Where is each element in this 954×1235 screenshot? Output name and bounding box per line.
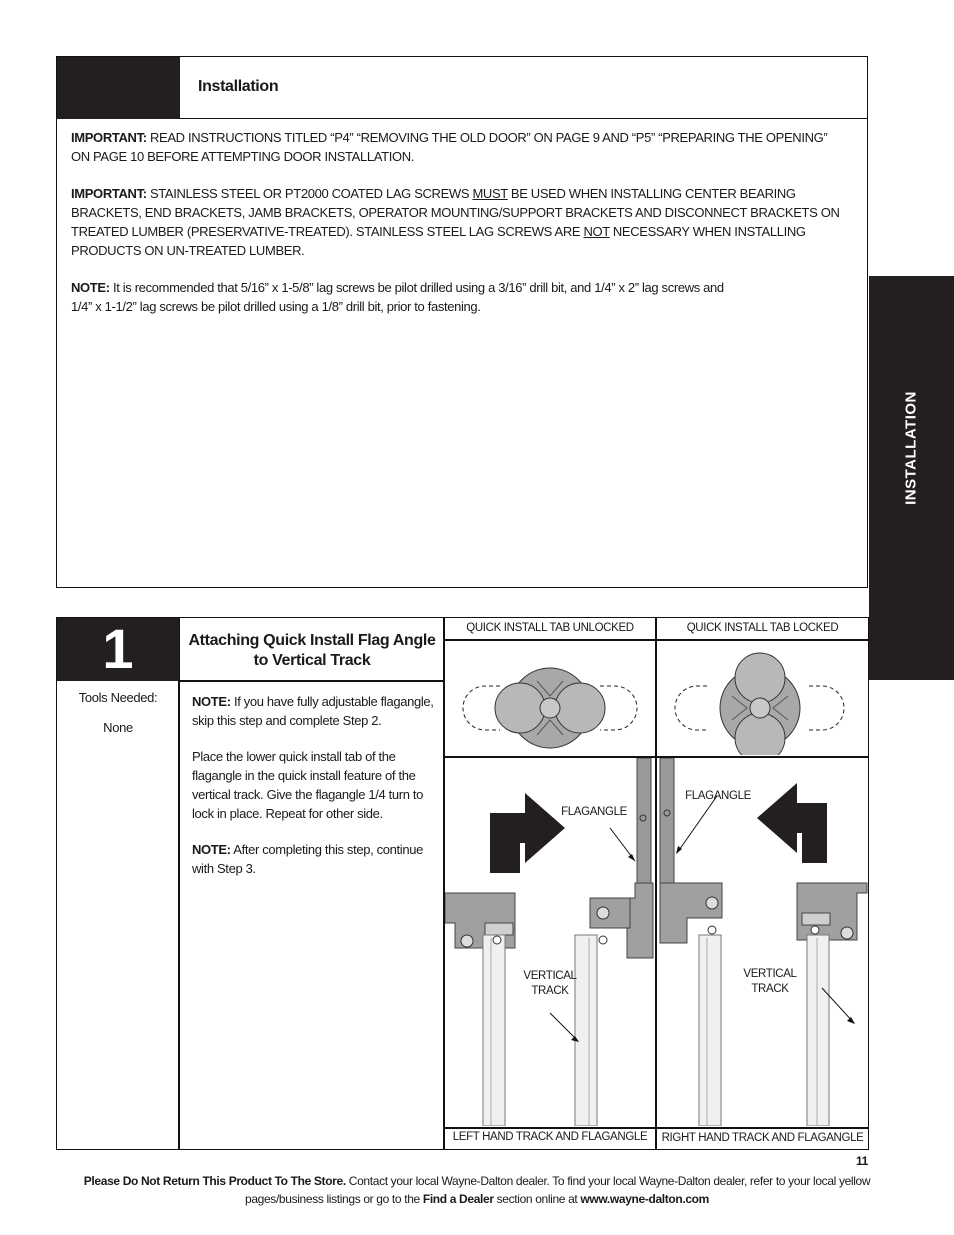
right-track-label (737, 967, 803, 997)
section-header (180, 57, 868, 119)
right-track-label-line: VERTICAL (743, 968, 797, 980)
step-1-section (56, 617, 869, 1150)
right-track-label-line: TRACK (751, 983, 789, 995)
footer-text: section online at (496, 1192, 578, 1206)
divider (443, 1127, 868, 1129)
note-label: NOTE: (71, 280, 110, 295)
find-dealer-link[interactable]: Find a Dealer (422, 1192, 494, 1206)
caption-tab-unlocked: QUICK INSTALL TAB UNLOCKED (466, 622, 634, 634)
step-title: Attaching Quick Install Flag Angle to Vertical Track (188, 632, 436, 669)
left-track-label-line: VERTICAL (523, 970, 577, 982)
must-emphasis: MUST (472, 186, 508, 201)
left-track-label-line: TRACK (531, 985, 569, 997)
important-label: IMPORTANT: (71, 130, 147, 145)
left-track-label (517, 969, 583, 999)
note-lag-screws (71, 278, 846, 316)
tab-unlocked-illustration (445, 641, 655, 755)
important-label: IMPORTANT: (71, 186, 147, 201)
divider (178, 680, 444, 682)
important-notice-1 (71, 128, 846, 166)
right-hand-track-illustration (657, 758, 868, 1126)
direction-arrow-icon (490, 793, 565, 873)
tools-needed (57, 688, 179, 737)
note-2 (192, 840, 437, 878)
note-line-1: It is recommended that 5/16” x 1-5/8” lag screws be pilot drilled using a 3/16” drill bit, and 1/4” x 2” lag screws and (112, 280, 724, 295)
tab-locked-illustration (657, 641, 868, 755)
website-link[interactable]: www.wayne-dalton.com (580, 1192, 709, 1206)
section-header-block (57, 57, 180, 119)
important-notice-2 (71, 184, 846, 260)
page-number: 11 (856, 1154, 868, 1168)
instruction-body: Place the lower quick install tab of the flagangle in the quick install feature of the vertical track. Give the flagangle 1/4 turn to lock in place. Repeat for other side. (192, 749, 424, 821)
right-flagangle-label: FLAGANGLE (685, 790, 751, 802)
important-text: READ INSTRUCTIONS TITLED “P4” “REMOVING THE OLD DOOR” ON PAGE 9 AND “P5” “PREPARING THE OPENING” ON PAGE 10 BEFORE ATTEMPTING DOOR INSTALLATION. (71, 130, 828, 164)
note-label: NOTE: (192, 694, 231, 709)
direction-arrow-icon (757, 783, 827, 863)
installation-section (56, 56, 868, 588)
step-number: 1 (102, 617, 134, 680)
caption-left-hand: LEFT HAND TRACK AND FLAGANGLE (452, 1131, 648, 1143)
note-text: After completing this step, continue with Step 3. (192, 842, 423, 876)
important-text: NECESSARY WHEN INSTALLING PRODUCTS ON UN-TREATED LUMBER. (71, 224, 806, 258)
note-1 (192, 692, 437, 730)
side-tab (869, 276, 954, 680)
footer-text: Contact your local Wayne-Dalton dealer. To find your local Wayne-Dalton dealer, refer to your local yellow pages/business listings or go to the (245, 1174, 871, 1206)
section-title: Installation (198, 78, 279, 95)
tools-value: None (103, 720, 133, 735)
step-instructions (192, 692, 437, 895)
important-text: BE USED WHEN INSTALLING CENTER BEARING BRACKETS, END BRACKETS, JAMB BRACKETS, OPERATOR MOUNTING/SUPPORT BRACKETS AND DISCONNECT BRACKETS ON TREATED LUMBER (PRESERVATIVE-TREATED). STAINLESS STEEL LAG SCREWS ARE (71, 186, 840, 239)
side-tab-label: INSTALLATION (902, 391, 920, 505)
note-line-2: 1/4” x 1-1/2” lag screws be pilot drilled using a 1/8” drill bit, prior to fastening. (71, 299, 481, 314)
footer-note (60, 1172, 894, 1208)
note-label: NOTE: (192, 842, 231, 857)
caption-tab-locked: QUICK INSTALL TAB LOCKED (686, 622, 839, 634)
tools-label: Tools Needed: (78, 690, 158, 705)
important-text: STAINLESS STEEL OR PT2000 COATED LAG SCREWS (149, 186, 470, 201)
note-text: If you have fully adjustable flagangle, skip this step and complete Step 2. (192, 694, 434, 728)
footer-bold-lead: Please Do Not Return This Product To The Store. (83, 1174, 346, 1188)
caption-right-hand: RIGHT HAND TRACK AND FLAGANGLE (661, 1132, 864, 1144)
left-flagangle-label: FLAGANGLE (561, 806, 627, 818)
step-number-box (57, 618, 179, 681)
not-emphasis: NOT (583, 224, 610, 239)
